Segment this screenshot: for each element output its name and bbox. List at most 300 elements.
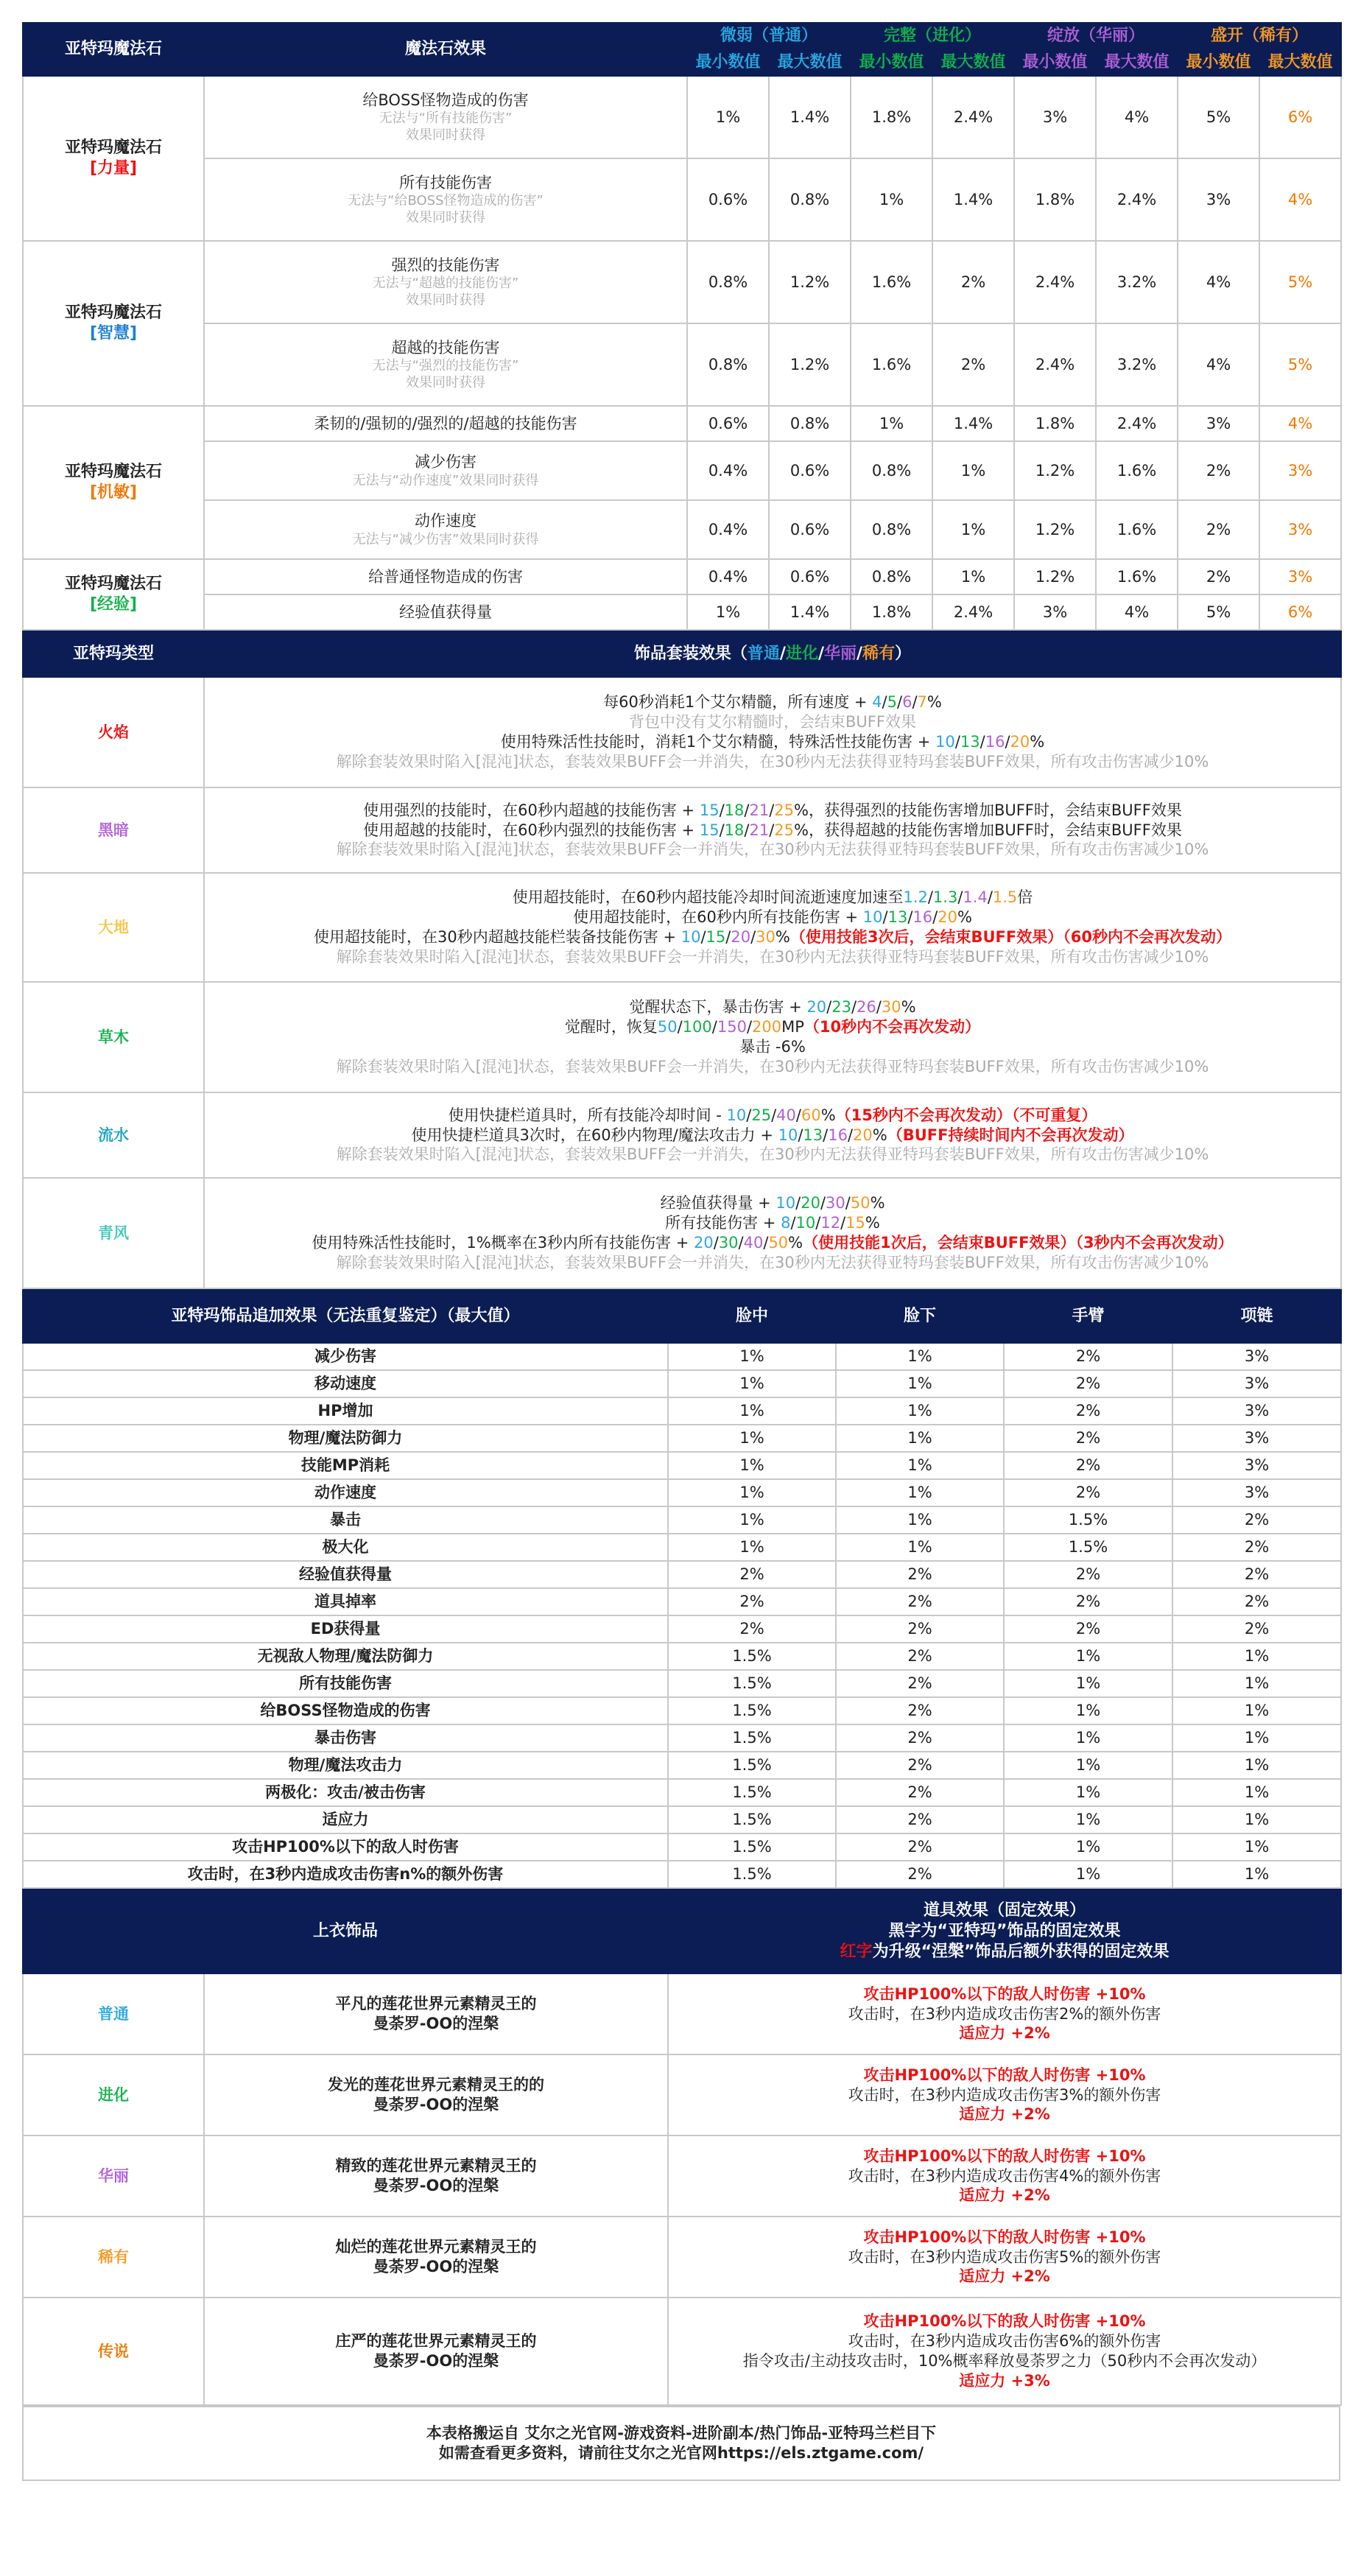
extra-effect-name: 所有技能伤害 <box>23 1670 668 1697</box>
value-cell: 1.6% <box>851 241 932 323</box>
value-cell: 1.6% <box>1096 500 1178 559</box>
text-red: （使用技能1次后，会结束BUFF效果）（3秒内不会再次发动） <box>803 1234 1234 1252</box>
val-rare: 20 <box>1010 733 1030 751</box>
extra-effect-name: 动作速度 <box>23 1479 668 1506</box>
text: 使用超技能时，在60秒内超技能冷却时间流逝速度加速至 <box>512 888 904 907</box>
table-row <box>23 1806 1341 1833</box>
val-normal: 20 <box>806 998 827 1017</box>
extra-value: 1% <box>1004 1806 1172 1833</box>
table-row <box>23 1615 1341 1643</box>
set-header-effect <box>204 631 1341 677</box>
value-cell: 4% <box>1259 406 1341 441</box>
value-cell: 1.4% <box>932 406 1014 441</box>
value-cell: 1.4% <box>932 158 1014 241</box>
extra-value: 3% <box>1172 1479 1341 1506</box>
top-item-effect <box>668 1973 1341 2054</box>
extra-value: 2% <box>836 1752 1004 1779</box>
val-rare: 30 <box>881 998 901 1017</box>
effect-title: 减少伤害 <box>415 453 476 471</box>
val-gorgeous: 26 <box>857 998 876 1017</box>
value-cell: 5% <box>1178 594 1259 630</box>
extra-value: 1% <box>1172 1643 1341 1670</box>
val-gorgeous: 16 <box>912 908 933 927</box>
extra-value: 1% <box>1172 1806 1341 1833</box>
value-cell: 3% <box>1259 559 1341 594</box>
table-row <box>23 1479 1341 1506</box>
val-gorgeous: 30 <box>826 1194 845 1212</box>
min-header: 最小数值 <box>687 49 769 76</box>
grade-rare: 稀有 <box>862 644 896 663</box>
extra-value: 1% <box>1172 1752 1341 1779</box>
set-effect-table <box>22 631 1342 1289</box>
extra-value: 1% <box>668 1343 836 1370</box>
effect-line-red: 适应力 +2% <box>959 2105 1050 2124</box>
top-item-effect <box>668 2217 1341 2298</box>
value-cell: 1.2% <box>1014 500 1096 559</box>
text: % <box>901 998 916 1017</box>
set-effect-earth <box>204 873 1341 982</box>
value-cell: 1% <box>932 500 1014 559</box>
table-row <box>23 2135 1341 2217</box>
extra-value: 1% <box>668 1452 836 1479</box>
stone-power-label <box>23 76 204 241</box>
extra-value: 1% <box>836 1397 1004 1425</box>
extra-value: 1% <box>668 1425 836 1452</box>
text: 使用快捷栏道具3次时，在60秒内物理/魔法攻击力 + <box>411 1126 778 1144</box>
text: %，获得超越的技能伤害增加BUFF时，会结束BUFF效果 <box>794 821 1182 839</box>
extra-value: 2% <box>1004 1425 1172 1452</box>
val-evolved: 10 <box>795 1214 816 1232</box>
val-evolved: 18 <box>724 801 745 819</box>
effect-line-red: 适应力 +2% <box>959 2024 1050 2043</box>
extra-value: 1% <box>836 1534 1004 1561</box>
effect-note: 无法与“减少伤害”效果同时获得 <box>352 531 539 547</box>
extra-value: 1% <box>836 1479 1004 1506</box>
extra-value: 2% <box>1172 1506 1341 1534</box>
top-grade: 稀有 <box>23 2217 204 2298</box>
val-normal: 10 <box>778 1126 798 1144</box>
value-cell: 1% <box>687 594 769 630</box>
extra-value: 2% <box>836 1779 1004 1806</box>
effect-line: 指令攻击/主动技攻击时，10%概率释放曼荼罗之力（50秒内不会再次发动） <box>742 2352 1267 2370</box>
extra-value: 1% <box>836 1343 1004 1370</box>
text: 倍 <box>1017 888 1033 907</box>
extra-value: 1% <box>1004 1697 1172 1724</box>
stone-exp-label <box>23 559 204 630</box>
item-name-line: 平凡的莲花世界元素精灵王的 <box>335 1995 537 2013</box>
extra-effect-name: 极大化 <box>23 1534 668 1561</box>
extra-value: 1% <box>1004 1752 1172 1779</box>
effect-line: 暴击 -6% <box>739 1038 806 1056</box>
grade-header-rare: 盛开（稀有） <box>1178 23 1341 49</box>
effect-line: 使用超技能时，在60秒内所有技能伤害 + 10/13/16/20% <box>573 908 972 927</box>
grade-gorgeous: 华丽 <box>824 644 857 663</box>
extra-value: 1% <box>1004 1643 1172 1670</box>
stone-tag: [力量] <box>89 159 138 178</box>
effect-line: 使用超越的技能时，在60秒内强烈的技能伤害 + 15/18/21/25%，获得超越的技能伤害增加BUFF时，会结束BUFF效果 <box>363 821 1182 839</box>
max-header: 最大数值 <box>1096 49 1178 76</box>
value-cell: 0.4% <box>687 559 769 594</box>
val-normal: 15 <box>699 821 720 839</box>
effect-line: 攻击时，在3秒内造成攻击伤害5%的额外伤害 <box>848 2247 1161 2266</box>
val-gorgeous: 40 <box>743 1234 764 1252</box>
extra-header-arm: 手臂 <box>1004 1290 1172 1343</box>
grade-header-gorgeous: 绽放（华丽） <box>1014 23 1178 49</box>
text: 使用超技能时，在60秒内所有技能伤害 + <box>573 908 863 927</box>
value-cell: 6% <box>1259 594 1341 630</box>
effect-line: 攻击时，在3秒内造成攻击伤害4%的额外伤害 <box>848 2166 1161 2185</box>
extra-value: 1% <box>1004 1724 1172 1752</box>
value-cell: 2.4% <box>932 594 1014 630</box>
extra-value: 2% <box>836 1724 1004 1752</box>
effect-line: 使用超技能时，在30秒内超越技能栏装备技能伤害 + 10/15/20/30%（使用技能3次后，会结束BUFF效果）（60秒内不会再次发动） <box>314 928 1231 946</box>
item-name-line: 精致的莲花世界元素精灵王的 <box>335 2157 537 2175</box>
effect-line: 背包中没有艾尔精髓时，会结束BUFF效果 <box>629 713 916 731</box>
extra-value: 2% <box>1004 1561 1172 1588</box>
effect-line: 攻击时，在3秒内造成攻击伤害6%的额外伤害 <box>848 2332 1161 2351</box>
effect-title: 柔韧的/强韧的/强烈的/超越的技能伤害 <box>314 414 577 432</box>
extra-value: 1% <box>1172 1861 1341 1888</box>
value-cell: 3% <box>1259 441 1341 500</box>
effect-line: 攻击时，在3秒内造成攻击伤害2%的额外伤害 <box>848 2004 1161 2023</box>
value-cell: 1.4% <box>769 76 851 158</box>
extra-value: 2% <box>836 1833 1004 1861</box>
table-row <box>23 1752 1341 1779</box>
top-item-name <box>204 2217 668 2298</box>
value-cell: 4% <box>1178 323 1259 406</box>
set-type-fire: 火焰 <box>23 677 204 787</box>
val-rare: 1.5 <box>992 888 1018 907</box>
extra-value: 1.5% <box>668 1697 836 1724</box>
table-row <box>23 1861 1341 1888</box>
value-cell: 3.2% <box>1096 241 1178 323</box>
extra-effect-table <box>22 1289 1342 1889</box>
penalty-line: 解除套装效果时陷入[混沌]状态，套装效果BUFF会一并消失，在30秒内无法获得亚特玛套装BUFF效果，所有攻击伤害减少10% <box>336 947 1209 966</box>
text: 觉醒时，恢复 <box>564 1018 658 1036</box>
extra-value: 3% <box>1172 1343 1341 1370</box>
value-cell: 3% <box>1178 158 1259 241</box>
tops-header-effect <box>668 1889 1341 1973</box>
value-cell: 3% <box>1178 406 1259 441</box>
effect-line-red: 适应力 +3% <box>959 2371 1050 2390</box>
effect-title: 所有技能伤害 <box>399 173 492 192</box>
effect-line-red: 攻击HP100%以下的敌人时伤害 +10% <box>863 1984 1146 2003</box>
extra-value: 2% <box>668 1561 836 1588</box>
stone-name: 亚特玛魔法石 <box>64 462 162 481</box>
val-rare: 25 <box>774 821 794 839</box>
table-row <box>23 1588 1341 1615</box>
extra-effect-name: 两极化：攻击/被击伤害 <box>23 1779 668 1806</box>
slash: / <box>779 644 786 663</box>
effect-line-red: 攻击HP100%以下的敌人时伤害 +10% <box>863 2312 1146 2331</box>
extra-value: 2% <box>668 1588 836 1615</box>
text: 经验值获得量 + <box>660 1194 776 1212</box>
effect-note: 无法与“给BOSS怪物造成的伤害” <box>348 193 544 209</box>
effect-title: 给普通怪物造成的伤害 <box>368 567 523 586</box>
extra-value: 2% <box>836 1806 1004 1833</box>
extra-value: 2% <box>1172 1534 1341 1561</box>
extra-value: 2% <box>836 1861 1004 1888</box>
top-grade: 普通 <box>23 1973 204 2054</box>
penalty-line: 解除套装效果时陷入[混沌]状态，套装效果BUFF会一并消失，在30秒内无法获得亚特玛套装BUFF效果，所有攻击伤害减少10% <box>336 752 1209 771</box>
value-cell: 3% <box>1259 500 1341 559</box>
set-type-dark: 黑暗 <box>23 787 204 873</box>
extra-value: 1.5% <box>668 1670 836 1697</box>
min-header: 最小数值 <box>851 49 932 76</box>
effect-title: 强烈的技能伤害 <box>391 256 500 274</box>
extra-value: 3% <box>1172 1397 1341 1425</box>
effect-line-red: 攻击HP100%以下的敌人时伤害 +10% <box>863 2066 1146 2084</box>
extra-effect-name: HP增加 <box>23 1397 668 1425</box>
grade-header-normal: 微弱（普通） <box>687 23 851 49</box>
extra-value: 1.5% <box>668 1779 836 1806</box>
table-row <box>23 1643 1341 1670</box>
top-grade: 传说 <box>23 2298 204 2405</box>
stone-header-name: 亚特玛魔法石 <box>23 23 204 76</box>
extra-value: 3% <box>1172 1425 1341 1452</box>
value-cell: 1% <box>932 441 1014 500</box>
footer <box>23 2407 1340 2480</box>
extra-effect-name: 攻击时，在3秒内造成攻击伤害n%的额外伤害 <box>23 1861 668 1888</box>
value-cell: 0.8% <box>769 158 851 241</box>
effect-cell <box>204 76 687 158</box>
set-effect-water <box>204 1092 1341 1178</box>
effect-note: 无法与“强烈的技能伤害” <box>372 358 519 374</box>
top-item-name <box>204 2298 668 2405</box>
value-cell: 4% <box>1096 594 1178 630</box>
extra-value: 1.5% <box>1004 1534 1172 1561</box>
table-row <box>23 2217 1341 2298</box>
extra-value: 2% <box>1004 1452 1172 1479</box>
effect-line: 使用快捷栏道具3次时，在60秒内物理/魔法攻击力 + 10/13/16/20%（BUFF持续时间内不会再次发动） <box>411 1126 1134 1144</box>
set-type-earth: 大地 <box>23 873 204 982</box>
value-cell: 2.4% <box>932 76 1014 158</box>
effect-title: 超越的技能伤害 <box>391 338 500 357</box>
top-grade: 进化 <box>23 2054 204 2135</box>
value-cell: 1.2% <box>769 241 851 323</box>
penalty-line: 解除套装效果时陷入[混沌]状态，套装效果BUFF会一并消失，在30秒内无法获得亚特玛套装BUFF效果，所有攻击伤害减少10% <box>336 1057 1209 1075</box>
effect-line: 使用特殊活性技能时，消耗1个艾尔精髓，特殊活性技能伤害 + 10/13/16/20% <box>500 733 1045 751</box>
table-row <box>23 1534 1341 1561</box>
table-row <box>23 1561 1341 1588</box>
effect-line: 使用快捷栏道具时，所有技能冷却时间 - 10/25/40/60%（15秒内不会再次发动）（不可重复） <box>448 1106 1097 1124</box>
value-cell: 1.4% <box>769 594 851 630</box>
extra-value: 1% <box>668 1479 836 1506</box>
text: % <box>1030 733 1045 751</box>
value-cell: 5% <box>1259 241 1341 323</box>
val-normal: 50 <box>657 1018 678 1036</box>
header-text: 饰品套装效果（ <box>633 644 748 663</box>
effect-line: 经验值获得量 + 10/20/30/50% <box>660 1194 885 1212</box>
slash: / <box>817 644 825 663</box>
extra-value: 2% <box>1004 1397 1172 1425</box>
effect-line-red: 攻击HP100%以下的敌人时伤害 +10% <box>863 2147 1146 2165</box>
val-normal: 10 <box>680 928 701 946</box>
effect-line-red: 适应力 +2% <box>959 2267 1050 2286</box>
item-name-line: 曼荼罗-OO的涅槃 <box>373 2096 499 2113</box>
extra-value: 1.5% <box>1004 1506 1172 1534</box>
stone-tag: [经验] <box>89 595 138 614</box>
value-cell: 0.6% <box>769 559 851 594</box>
extra-value: 1% <box>1172 1724 1341 1752</box>
extra-effect-name: 物理/魔法防御力 <box>23 1425 668 1452</box>
value-cell: 3% <box>1014 76 1096 158</box>
top-item-effect <box>668 2298 1341 2405</box>
extra-value: 1% <box>668 1506 836 1534</box>
value-cell: 3% <box>1014 594 1096 630</box>
value-cell: 0.8% <box>687 323 769 406</box>
val-rare: 15 <box>845 1214 865 1232</box>
val-normal: 8 <box>781 1214 791 1232</box>
text: 使用强烈的技能时，在60秒内超越的技能伤害 + <box>363 801 700 819</box>
val-normal: 4 <box>872 693 882 712</box>
text: % <box>788 1234 803 1252</box>
val-evolved: 25 <box>751 1106 772 1124</box>
value-cell: 2% <box>1178 559 1259 594</box>
text: 使用特殊活性技能时，1%概率在3秒内所有技能伤害 + <box>312 1234 694 1252</box>
value-cell: 2% <box>1178 441 1259 500</box>
value-cell: 1% <box>851 158 932 241</box>
item-name-line: 曼荼罗-OO的涅槃 <box>373 2352 499 2370</box>
effect-line: 攻击时，在3秒内造成攻击伤害3%的额外伤害 <box>848 2085 1161 2104</box>
text: 使用超技能时，在30秒内超越技能栏装备技能伤害 + <box>314 928 681 946</box>
stone-tag: [机敏] <box>89 483 138 502</box>
val-normal: 10 <box>862 908 883 927</box>
footer-table <box>22 2406 1340 2481</box>
text-red: （使用技能3次后，会结束BUFF效果）（60秒内不会再次发动） <box>789 928 1231 946</box>
extra-header-face-mid: 脸中 <box>668 1290 836 1343</box>
extra-effect-name: 技能MP消耗 <box>23 1452 668 1479</box>
penalty-line: 解除套装效果时陷入[混沌]状态，套装效果BUFF会一并消失，在30秒内无法获得亚特玛套装BUFF效果，所有攻击伤害减少10% <box>336 840 1209 859</box>
grade-normal: 普通 <box>747 644 780 663</box>
effect-cell <box>204 441 687 500</box>
stone-tag: [智慧] <box>89 324 138 343</box>
min-header: 最小数值 <box>1178 49 1259 76</box>
val-evolved: 13 <box>887 908 908 927</box>
extra-value: 1% <box>1172 1779 1341 1806</box>
extra-value: 2% <box>1004 1615 1172 1643</box>
extra-value: 1% <box>1172 1670 1341 1697</box>
value-cell: 1.8% <box>1014 406 1096 441</box>
min-header: 最小数值 <box>1014 49 1096 76</box>
val-gorgeous: 150 <box>717 1018 747 1036</box>
effect-cell <box>204 323 687 406</box>
text: %，获得强烈的技能伤害增加BUFF时，会结束BUFF效果 <box>794 801 1182 819</box>
value-cell: 0.8% <box>769 406 851 441</box>
top-accessory-table <box>22 1889 1342 2406</box>
extra-value: 3% <box>1172 1452 1341 1479</box>
stone-name: 亚特玛魔法石 <box>64 303 162 322</box>
effect-note: 效果同时获得 <box>406 375 485 391</box>
item-name-line: 发光的莲花世界元素精灵王的的 <box>328 2076 544 2094</box>
effect-line: 觉醒状态下，暴击伤害 + 20/23/26/30% <box>629 998 916 1017</box>
val-gorgeous: 1.4 <box>963 888 988 907</box>
text: MP <box>781 1018 804 1036</box>
extra-header-face-low: 脸下 <box>836 1290 1004 1343</box>
set-type-water: 流水 <box>23 1092 204 1178</box>
text: % <box>926 693 942 712</box>
extra-value: 1% <box>1172 1697 1341 1724</box>
item-name-line: 庄严的莲花世界元素精灵王的 <box>335 2332 537 2351</box>
top-item-name <box>204 1973 668 2054</box>
value-cell: 6% <box>1259 76 1341 158</box>
text-red: （15秒内不会再次发动）（不可重复） <box>835 1106 1097 1124</box>
extra-value: 1.5% <box>668 1752 836 1779</box>
table-row <box>23 2298 1341 2405</box>
stone-name: 亚特玛魔法石 <box>64 138 162 157</box>
effect-cell <box>204 594 687 630</box>
table-row <box>23 1724 1341 1752</box>
value-cell: 2.4% <box>1014 241 1096 323</box>
effect-title: 经验值获得量 <box>399 603 492 621</box>
grade-evolved: 进化 <box>785 644 818 663</box>
extra-effect-name: 暴击 <box>23 1506 668 1534</box>
effect-cell <box>204 406 687 441</box>
text: % <box>872 1126 887 1144</box>
text: 为升级“涅槃”饰品后额外获得的固定效果 <box>872 1942 1170 1962</box>
set-header-type: 亚特玛类型 <box>23 631 204 677</box>
extra-value: 2% <box>836 1643 1004 1670</box>
header-line: 道具效果（固定效果） <box>924 1901 1086 1920</box>
val-normal: 1.2 <box>903 888 928 907</box>
val-evolved: 1.3 <box>932 888 958 907</box>
top-item-name <box>204 2054 668 2135</box>
table-row <box>23 1833 1341 1861</box>
extra-value: 1% <box>668 1397 836 1425</box>
value-cell: 0.4% <box>687 500 769 559</box>
value-cell: 4% <box>1178 241 1259 323</box>
text: 觉醒状态下，暴击伤害 + <box>629 998 807 1017</box>
value-cell: 1.6% <box>1096 441 1178 500</box>
value-cell: 5% <box>1178 76 1259 158</box>
header-line <box>669 1942 1340 1962</box>
extra-value: 1% <box>668 1370 836 1397</box>
effect-cell <box>204 158 687 241</box>
extra-value: 2% <box>836 1615 1004 1643</box>
effect-note: 效果同时获得 <box>406 292 485 309</box>
effect-line: 所有技能伤害 + 8/10/12/15% <box>665 1214 880 1232</box>
text: 每60秒消耗1个艾尔精髓，所有速度 + <box>603 693 873 712</box>
extra-value: 2% <box>836 1697 1004 1724</box>
extra-effect-name: 适应力 <box>23 1806 668 1833</box>
extra-effect-name: 移动速度 <box>23 1370 668 1397</box>
extra-value: 1% <box>1004 1779 1172 1806</box>
extra-header-effect: 亚特玛饰品追加效果（无法重复鉴定）（最大值） <box>23 1290 668 1343</box>
header-line: 黑字为“亚特玛”饰品的固定效果 <box>888 1921 1121 1940</box>
extra-effect-name: 物理/魔法攻击力 <box>23 1752 668 1779</box>
val-normal: 20 <box>694 1234 714 1252</box>
val-gorgeous: 20 <box>731 928 751 946</box>
extra-value: 1.5% <box>668 1724 836 1752</box>
val-gorgeous: 21 <box>749 801 770 819</box>
value-cell: 1% <box>687 76 769 158</box>
effect-line-red: 适应力 +2% <box>959 2186 1050 2205</box>
effect-line: 觉醒时，恢复50/100/150/200MP（10秒内不会再次发动） <box>564 1018 981 1036</box>
set-effect-wind <box>204 1178 1341 1288</box>
val-normal: 10 <box>776 1194 796 1212</box>
extra-value: 1% <box>836 1452 1004 1479</box>
val-gorgeous: 6 <box>902 693 912 712</box>
table-row <box>23 1697 1341 1724</box>
extra-value: 1% <box>836 1506 1004 1534</box>
extra-effect-name: 给BOSS怪物造成的伤害 <box>23 1697 668 1724</box>
value-cell: 1.8% <box>1014 158 1096 241</box>
val-rare: 200 <box>752 1018 782 1036</box>
effect-line: 使用超技能时，在60秒内超技能冷却时间流逝速度加速至1.2/1.3/1.4/1.5倍 <box>512 888 1033 907</box>
value-cell: 5% <box>1259 323 1341 406</box>
extra-value: 1% <box>836 1425 1004 1452</box>
val-gorgeous: 16 <box>985 733 1005 751</box>
